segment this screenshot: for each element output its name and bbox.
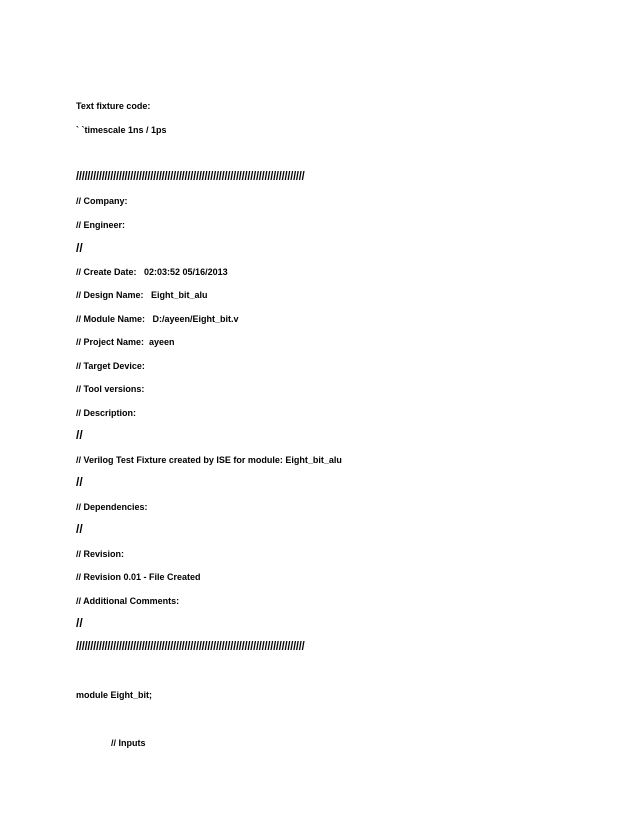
blank-comment-5: //: [76, 616, 83, 630]
heading: Text fixture code:: [76, 101, 151, 111]
project-name-line: // Project Name: ayeen: [76, 337, 175, 347]
module-declaration: module Eight_bit;: [76, 690, 152, 700]
revision-line: // Revision:: [76, 549, 125, 559]
timescale-line: ` `timescale 1ns / 1ps: [76, 125, 167, 135]
description-line: // Description:: [76, 408, 137, 418]
tool-versions-line: // Tool versions:: [76, 384, 145, 394]
engineer-line: // Engineer:: [76, 220, 126, 230]
revision-001-line: // Revision 0.01 - File Created: [76, 572, 201, 582]
additional-comments-line: // Additional Comments:: [76, 596, 180, 606]
blank-comment-1: //: [76, 241, 83, 255]
dependencies-line: // Dependencies:: [76, 502, 148, 512]
blank-comment-2: //: [76, 428, 83, 442]
create-date-line: // Create Date: 02:03:52 05/16/2013: [76, 267, 228, 277]
design-name-line: // Design Name: Eight_bit_alu: [76, 290, 208, 300]
inputs-comment: // Inputs: [111, 738, 146, 748]
blank-comment-3: //: [76, 475, 83, 489]
module-name-line: // Module Name: D:/ayeen/Eight_bit.v: [76, 314, 239, 324]
rule-bottom: ////////////////////////////////////////////////////////////////////////////////: [76, 640, 305, 654]
blank-comment-4: //: [76, 522, 83, 536]
rule-top: ////////////////////////////////////////////////////////////////////////////////: [76, 170, 305, 184]
target-device-line: // Target Device:: [76, 361, 145, 371]
company-line: // Company:: [76, 196, 128, 206]
fixture-note-line: // Verilog Test Fixture created by ISE for module: Eight_bit_alu: [76, 455, 342, 465]
